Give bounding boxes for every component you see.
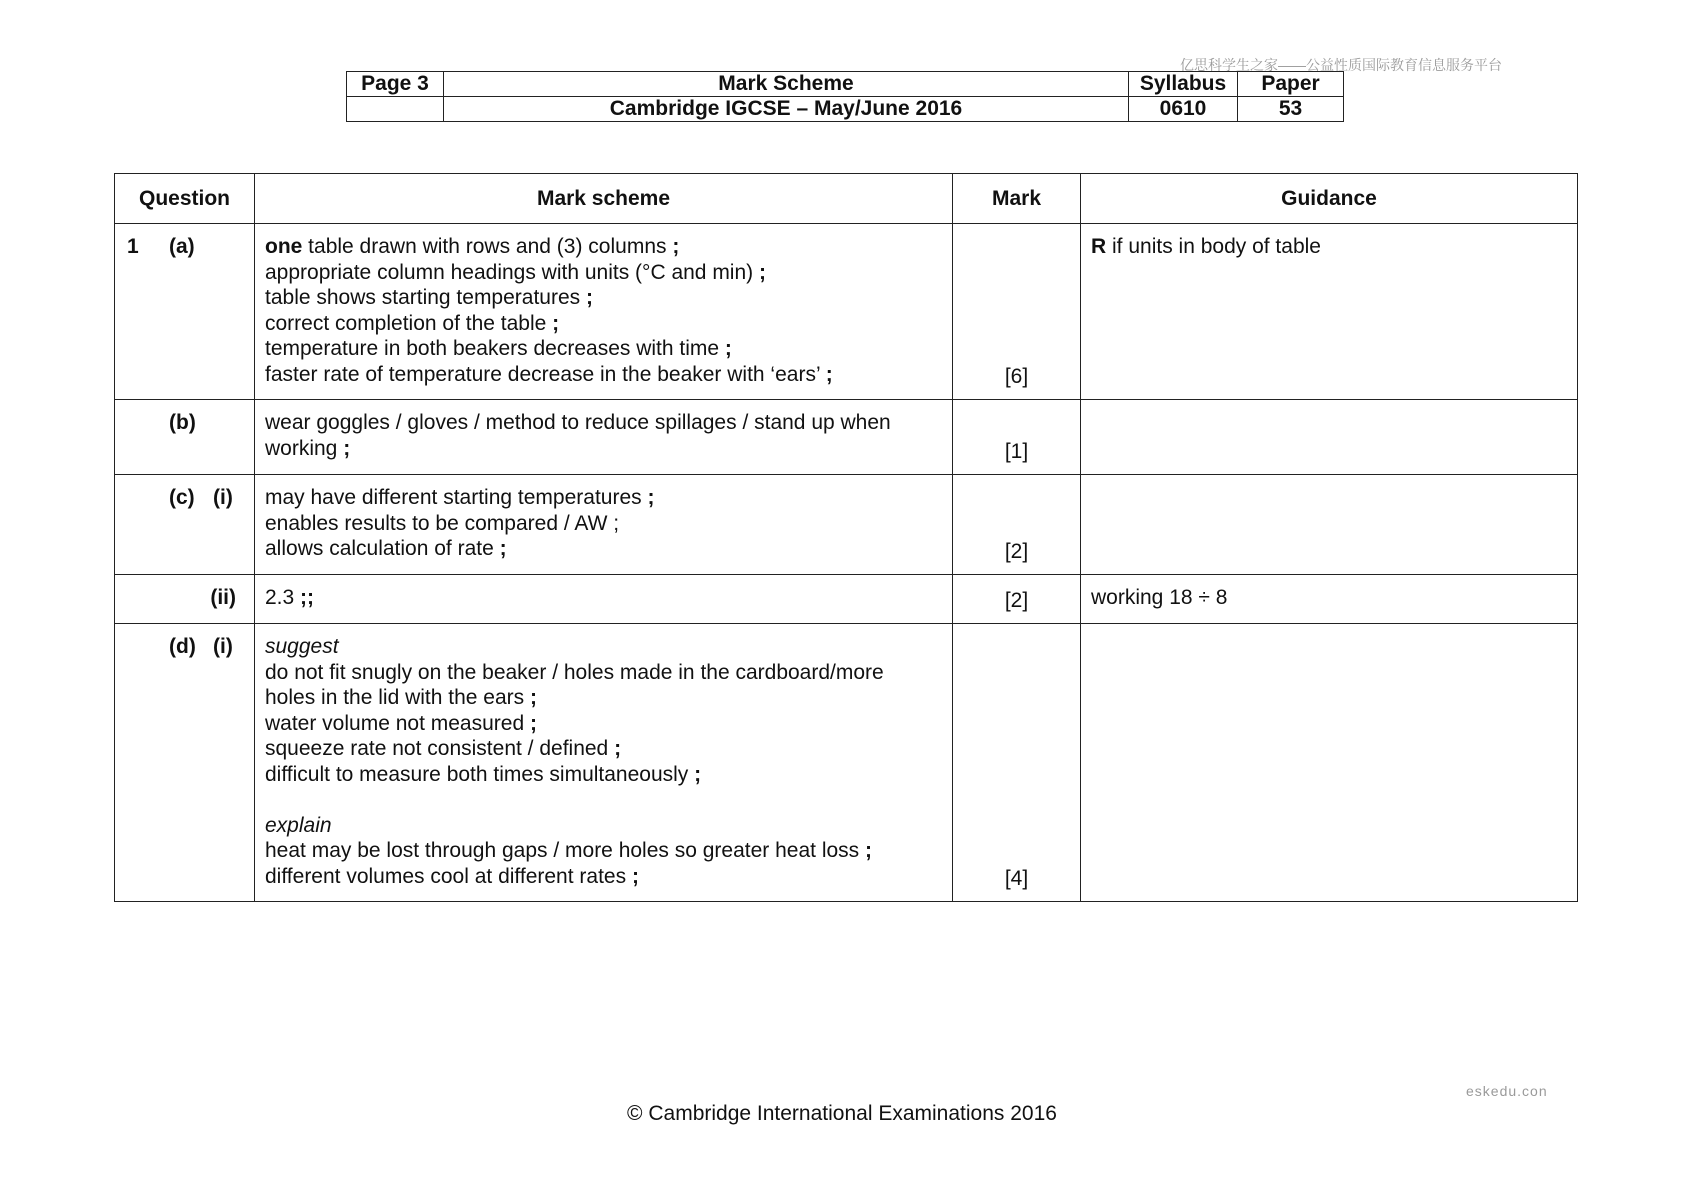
answer-line: wear goggles / gloves / method to reduce spillages / stand up when	[265, 411, 891, 434]
paper-number: 53	[1238, 97, 1344, 122]
answer-line: temperature in both beakers decreases with time ;	[265, 337, 732, 360]
answer-line: table shows starting temperatures ;	[265, 286, 593, 309]
question-number: 1	[127, 235, 139, 258]
table-row	[115, 624, 1578, 902]
exam-name: Cambridge IGCSE – May/June 2016	[444, 97, 1129, 122]
mark-cell: [2]	[953, 475, 1081, 575]
header-blank-cell	[347, 97, 444, 122]
answer-line: may have different starting temperatures ;	[265, 486, 655, 509]
answer-line: working ;	[265, 436, 351, 460]
question-subpart: (i)	[213, 486, 233, 509]
col-header-guidance: Guidance	[1081, 174, 1578, 224]
table-row	[115, 224, 1578, 400]
syllabus-code: 0610	[1129, 97, 1238, 122]
col-header-question: Question	[115, 174, 255, 224]
mark-scheme-cell	[255, 475, 953, 575]
question-cell	[115, 624, 255, 902]
mark-cell: [2]	[953, 575, 1081, 624]
table-row	[115, 575, 1578, 624]
question-cell	[115, 575, 255, 624]
answer-line: appropriate column headings with units (°C and min) ;	[265, 260, 766, 284]
watermark-top: 亿思科学生之家——公益性质国际教育信息服务平台	[1180, 57, 1502, 73]
answer-line: difficult to measure both times simultaneously ;	[265, 762, 702, 786]
answer-line: squeeze rate not consistent / defined ;	[265, 737, 622, 760]
col-header-mark: Mark	[953, 174, 1081, 224]
answer-line: allows calculation of rate ;	[265, 537, 507, 560]
answer-line: holes in the lid with the ears ;	[265, 686, 537, 709]
paper-label: Paper	[1238, 72, 1344, 97]
mark-scheme-cell	[255, 224, 953, 400]
guidance-cell: working 18 ÷ 8	[1081, 575, 1578, 624]
answer-line: faster rate of temperature decrease in the beaker with ‘ears’ ;	[265, 362, 833, 386]
table-row	[115, 400, 1578, 475]
guidance-cell: R if units in body of table	[1081, 224, 1578, 400]
table-row	[115, 475, 1578, 575]
guidance-cell	[1081, 475, 1578, 575]
answer-line: 2.3 ;;	[265, 586, 315, 609]
answer-line: do not fit snugly on the beaker / holes made in the cardboard/more	[265, 660, 884, 684]
subheading: suggest	[265, 635, 339, 658]
spacer	[265, 787, 942, 813]
question-part: (a)	[169, 235, 195, 258]
question-cell	[115, 400, 255, 475]
mark-cell: [4]	[953, 624, 1081, 902]
mark-scheme-cell	[255, 575, 953, 624]
question-cell	[115, 224, 255, 400]
answer-line: heat may be lost through gaps / more holes so greater heat loss ;	[265, 839, 873, 862]
document-title: Mark Scheme	[444, 72, 1129, 97]
col-header-mark-scheme: Mark scheme	[255, 174, 953, 224]
table-header-row	[115, 174, 1578, 224]
question-subpart: (i)	[213, 635, 233, 658]
question-cell	[115, 475, 255, 575]
answer-line: one table drawn with rows and (3) columns ;	[265, 235, 680, 258]
question-subpart: (ii)	[210, 586, 236, 609]
answer-line: enables results to be compared / AW ;	[265, 511, 620, 535]
footer-copyright: © Cambridge International Examinations 2016	[627, 1102, 1057, 1125]
question-part: (b)	[169, 411, 196, 434]
syllabus-label: Syllabus	[1129, 72, 1238, 97]
subheading: explain	[265, 813, 332, 837]
guidance-cell	[1081, 624, 1578, 902]
mark-scheme-table	[114, 173, 1578, 902]
guidance-cell	[1081, 400, 1578, 475]
header-table	[346, 71, 1344, 122]
answer-line: correct completion of the table ;	[265, 311, 560, 335]
page-number: Page 3	[347, 72, 444, 97]
mark-scheme-cell	[255, 400, 953, 475]
mark-cell: [6]	[953, 224, 1081, 400]
question-part: (c)	[169, 486, 195, 509]
watermark-bottom: eskedu.con	[1466, 1083, 1548, 1099]
answer-line: different volumes cool at different rates ;	[265, 864, 639, 888]
mark-scheme-cell	[255, 624, 953, 902]
question-part: (d)	[169, 635, 196, 658]
mark-cell: [1]	[953, 400, 1081, 475]
answer-line: water volume not measured ;	[265, 711, 537, 735]
